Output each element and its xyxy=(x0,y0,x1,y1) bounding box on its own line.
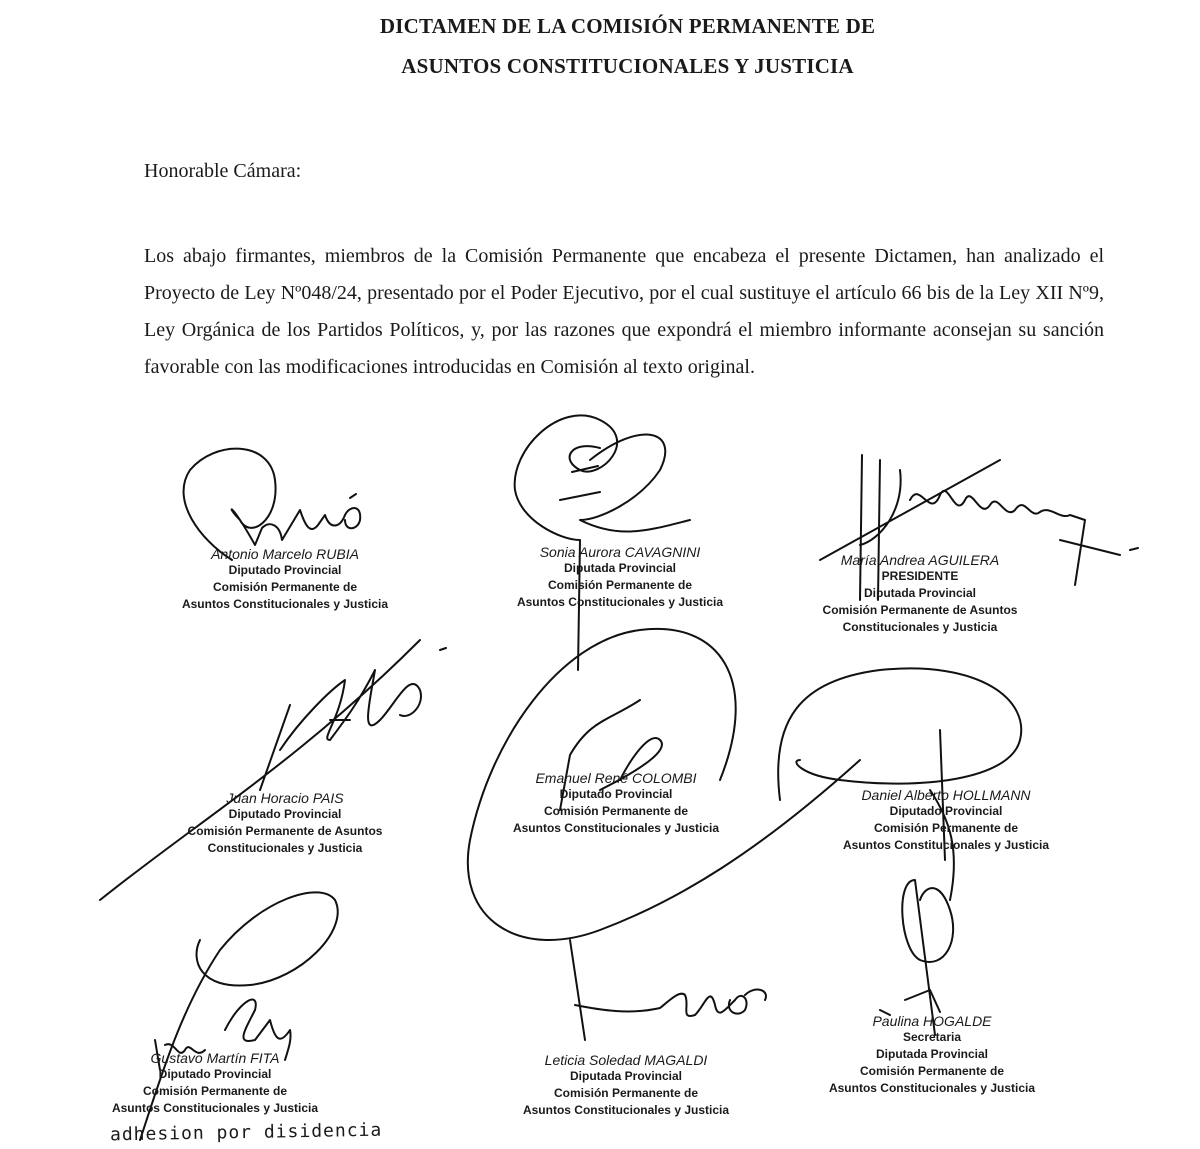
handwritten-note: adhesion por disidencia xyxy=(109,1119,383,1146)
signer-commission-name: Asuntos Constitucionales y Justicia xyxy=(512,821,720,835)
signer-role: Diputada Provincial xyxy=(863,586,977,600)
document-title-line-2: ASUNTOS CONSTITUCIONALES Y JUSTICIA xyxy=(401,54,854,78)
signer-commission: Comisión Permanente de Asuntos xyxy=(187,824,383,838)
signer-role: Diputado Provincial xyxy=(559,787,673,801)
signer-name: Antonio Marcelo RUBIA xyxy=(211,546,359,562)
dictamen-body: Los abajo firmantes, miembros de la Comisión Permanente que encabeza el presente Dictamen, han analizado el Proyecto de Ley Nº048/24, presentado por el Poder Ejecutivo, por el cual sustituye el artículo 66 bis de la Ley XII Nº9, Ley Orgánica de los Partidos Políticos, y, por las razones que expondrá el miembro informante aconsejan su sanción favorable con las modificaciones introducidas en Comisión al texto original. xyxy=(144,245,1104,378)
signature-block-rubia xyxy=(170,546,400,613)
signer-commission: Comisión Permanente de xyxy=(212,580,358,594)
signer-commission-name: Asuntos Constitucionales y Justicia xyxy=(522,1103,730,1117)
signature-block-aguilera xyxy=(800,552,1040,636)
signer-name: Gustavo Martín FITA xyxy=(150,1050,280,1066)
signer-commission: Comisión Permanente de xyxy=(547,578,693,592)
signer-role: Diputada Provincial xyxy=(569,1069,683,1083)
signer-commission: Comisión Permanente de xyxy=(553,1086,699,1100)
signer-commission: Comisión Permanente de Asuntos xyxy=(822,603,1018,617)
signer-role: Diputado Provincial xyxy=(889,804,1003,818)
signer-name: María Andrea AGUILERA xyxy=(840,552,1000,568)
signer-commission: Comisión Permanente de xyxy=(543,804,689,818)
signature-block-colombi xyxy=(496,770,736,837)
signer-title: Secretaria xyxy=(902,1030,962,1044)
signature-block-pais xyxy=(170,790,400,857)
signer-role: Diputado Provincial xyxy=(158,1067,272,1081)
signature-block-hollmann xyxy=(826,787,1066,854)
signer-role: Diputado Provincial xyxy=(228,563,342,577)
signer-role: Diputada Provincial xyxy=(875,1047,989,1061)
signer-commission: Comisión Permanente de xyxy=(142,1084,288,1098)
signer-role: Diputado Provincial xyxy=(228,807,342,821)
signer-commission-name: Constitucionales y Justicia xyxy=(207,841,363,855)
signer-title: PRESIDENTE xyxy=(881,569,959,583)
signer-commission: Comisión Permanente de xyxy=(873,821,1019,835)
document-title-line-1: DICTAMEN DE LA COMISIÓN PERMANENTE DE xyxy=(379,14,876,38)
signature-block-cavagnini xyxy=(500,544,740,611)
signer-name: Paulina HOGALDE xyxy=(872,1013,992,1029)
signer-name: Daniel Alberto HOLLMANN xyxy=(861,787,1031,803)
signer-name: Emanuel René COLOMBI xyxy=(535,770,697,786)
signer-name: Leticia Soledad MAGALDI xyxy=(544,1052,708,1068)
signature-block-fita xyxy=(100,1050,330,1117)
signer-role: Diputada Provincial xyxy=(563,561,677,575)
signer-name: Juan Horacio PAIS xyxy=(226,790,344,806)
signer-commission: Comisión Permanente de xyxy=(859,1064,1005,1078)
signer-name: Sonia Aurora CAVAGNINI xyxy=(539,544,701,560)
signer-commission-name: Asuntos Constitucionales y Justicia xyxy=(842,838,1050,852)
signer-commission-name: Asuntos Constitucionales y Justicia xyxy=(516,595,724,609)
salutation: Honorable Cámara: xyxy=(144,160,302,182)
signature-block-hogalde xyxy=(812,1013,1052,1097)
signer-commission-name: Asuntos Constitucionales y Justicia xyxy=(111,1101,319,1115)
signer-commission-name: Asuntos Constitucionales y Justicia xyxy=(828,1081,1036,1095)
signer-commission-name: Asuntos Constitucionales y Justicia xyxy=(181,597,389,611)
signer-commission-name: Constitucionales y Justicia xyxy=(842,620,998,634)
signature-block-magaldi xyxy=(506,1052,746,1119)
